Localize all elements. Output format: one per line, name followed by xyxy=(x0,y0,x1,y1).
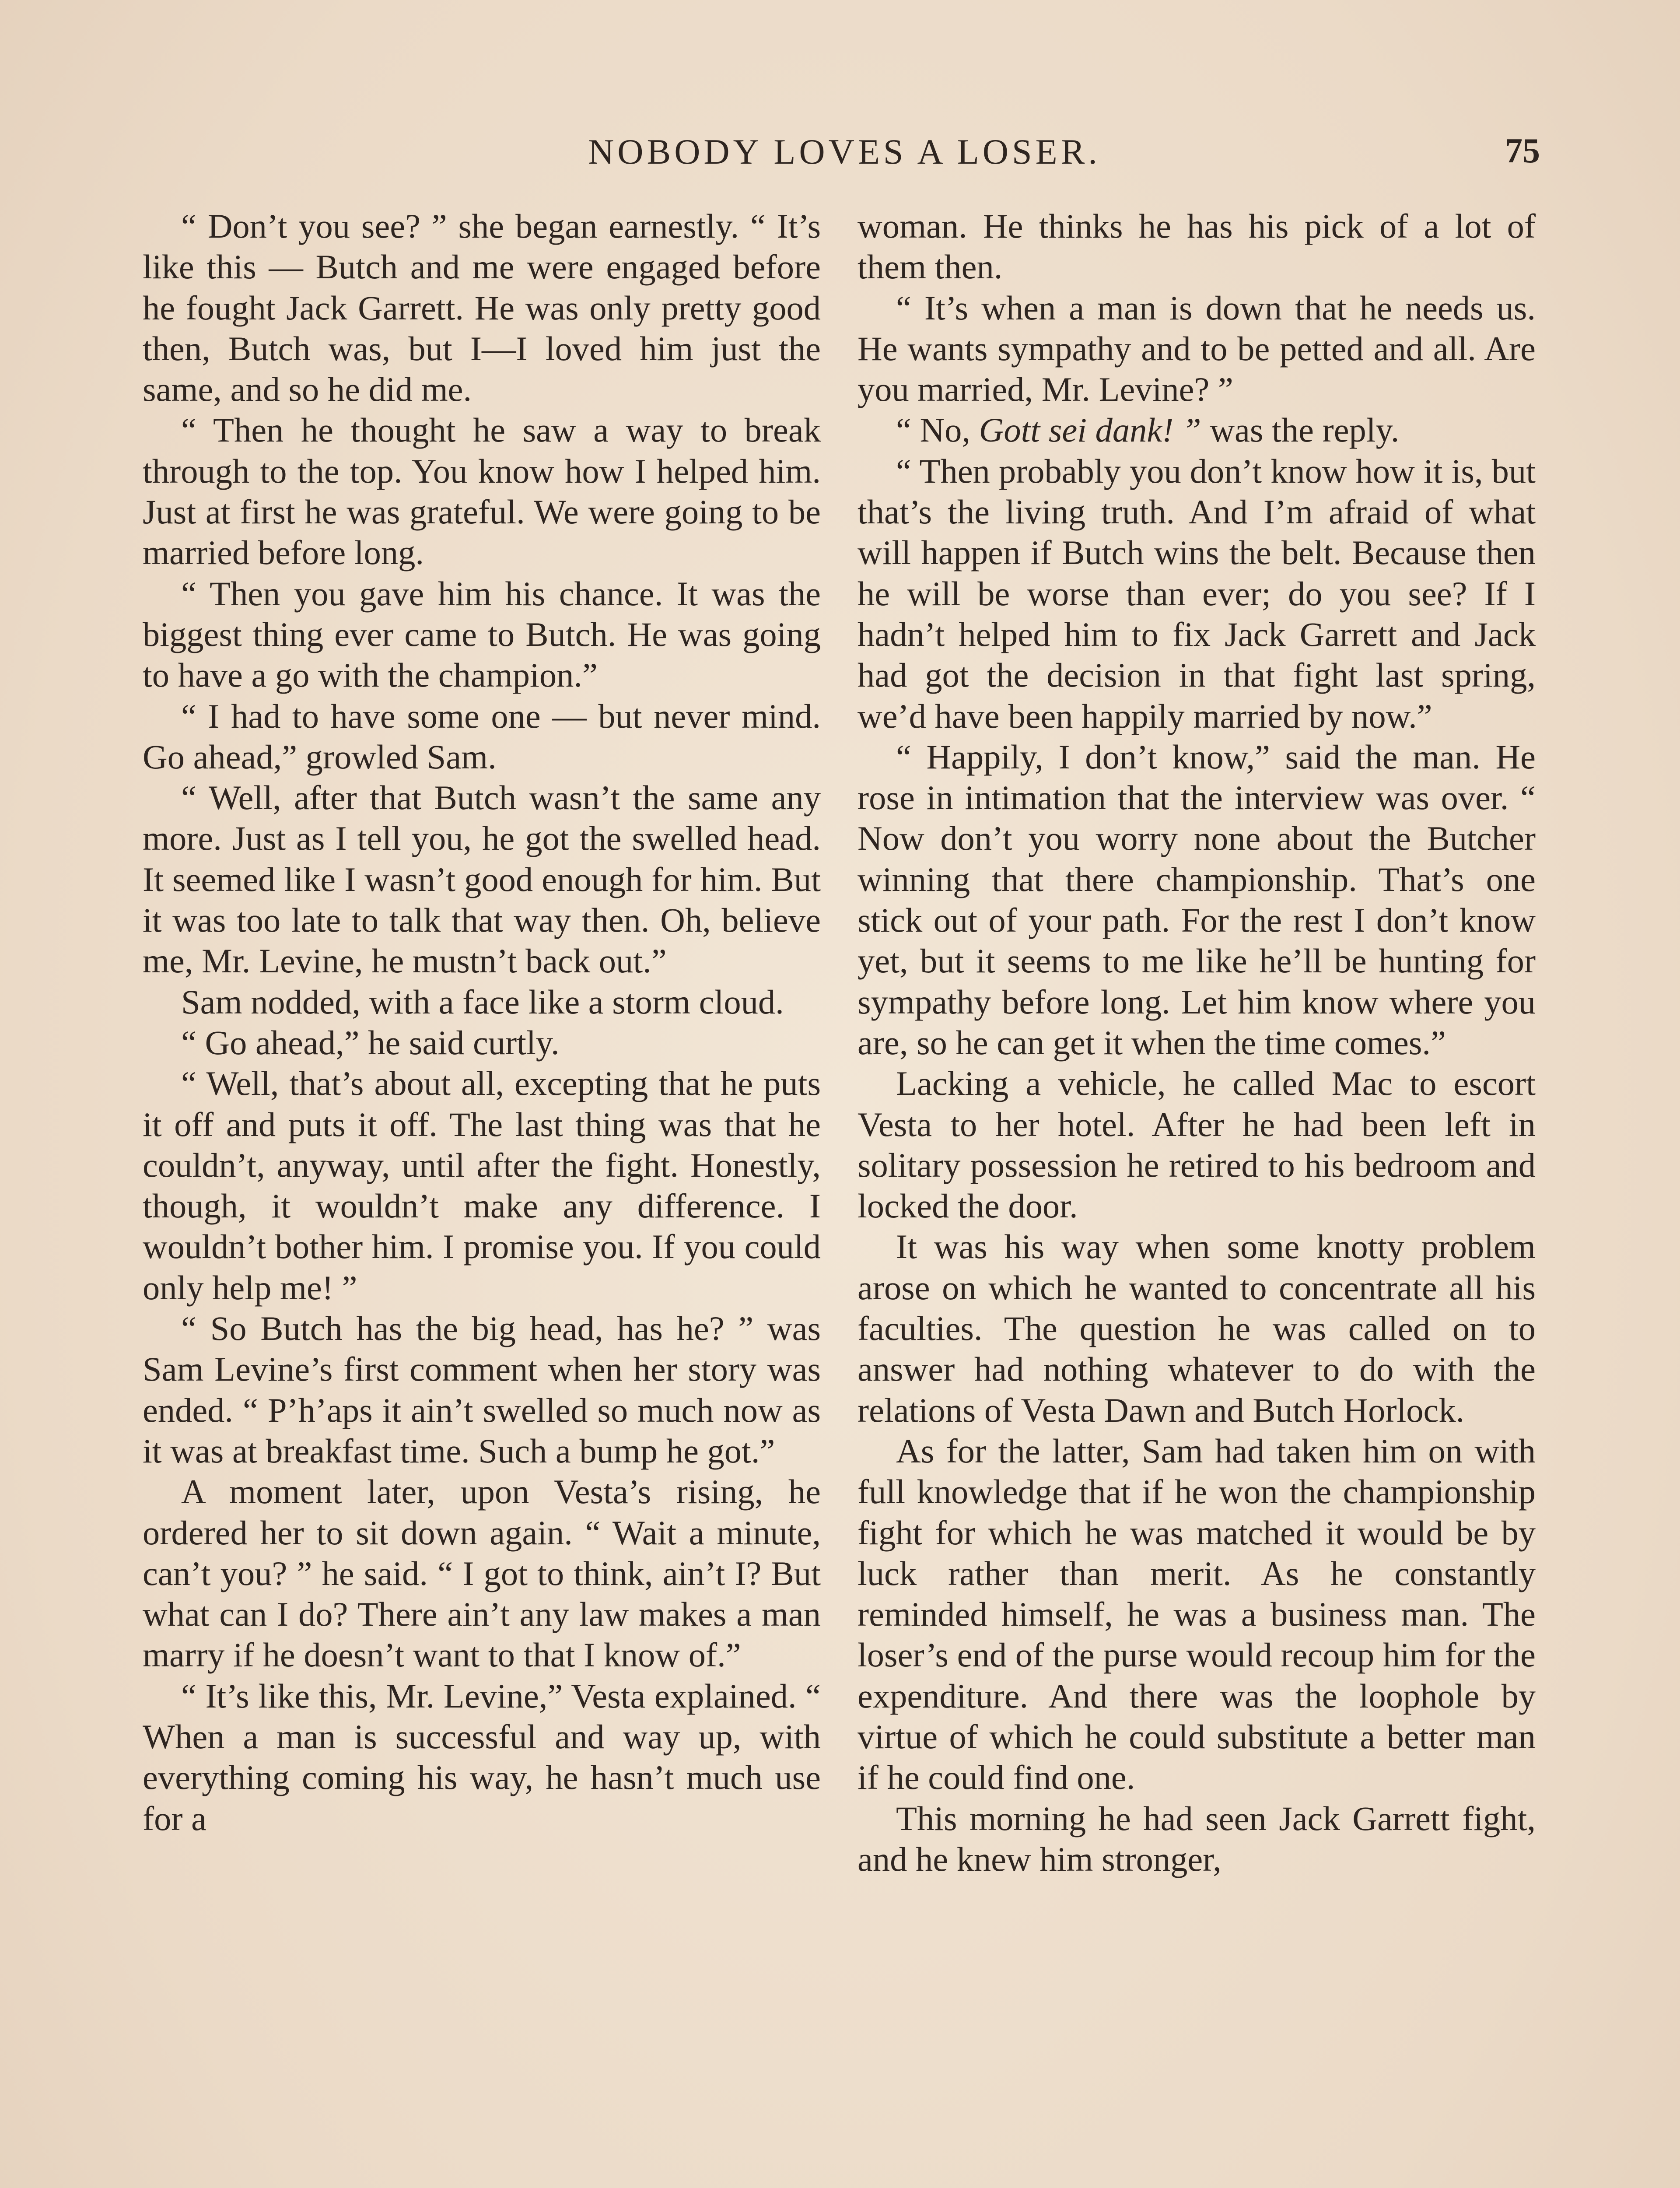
reply-italic: Gott sei dank! ” xyxy=(979,411,1201,449)
paragraph: It was his way when some knotty problem arose on which he wanted to concentrate all his faculties. The question he was called on to answer had nothing whatever to do with the relations of Vesta Dawn and Butch Horlock. xyxy=(858,1227,1536,1429)
paragraph: “ Then he thought he saw a way to break through to the top. You know how I helped him. Just at first he was grateful. We were going to be married before long. xyxy=(143,411,821,572)
paragraph: This morning he had seen Jack Garrett fight, and he knew him stronger, xyxy=(858,1799,1536,1878)
paragraph: “ Well, that’s about all, excepting that he puts it off and puts it off. The last thing was that he couldn’t, anyway, until after the fight. Honestly, though, it wouldn’t make any difference. I wouldn’t bother him. I promise you. If you could only help me! ” xyxy=(143,1064,821,1307)
right-column xyxy=(858,206,1536,1879)
paragraph: A moment later, upon Vesta’s rising, he ordered her to sit down again. “ Wait a minute, can’t you? ” he said. “ I got to think, ain’t I? But what can I do? There ain’t any law makes a man marry if he doesn’t want to that I know of.” xyxy=(143,1473,821,1674)
page-header xyxy=(149,131,1540,179)
reply-paragraph xyxy=(858,410,1536,450)
paragraph: “ Well, after that Butch wasn’t the same any more. Just as I tell you, he got the swelled head. It seemed like I wasn’t good enough for him. But it was too late to talk that way then. Oh, believe me, Mr. Levine, he mustn’t back out.” xyxy=(143,778,821,980)
reply-close: was the reply. xyxy=(1201,411,1400,449)
paragraph: “ I had to have some one — but never mind. Go ahead,” growled Sam. xyxy=(143,697,821,776)
paragraph: “ Then probably you don’t know how it is, but that’s the living truth. And I’m afraid of what will happen if Butch wins the belt. Because then he will be worse than ever; do you see? If I hadn’t helped him to fix Jack Garrett and Jack had got the decision in that fight last spring, we’d have been happily married by now.” xyxy=(858,452,1536,735)
paragraph: “ So Butch has the big head, has he? ” was Sam Levine’s first comment when her story was ended. “ P’h’aps it ain’t swelled so much now as it was at breakfast time. Such a bump he got.” xyxy=(143,1309,821,1470)
paragraph: “ It’s like this, Mr. Levine,” Vesta explained. “ When a man is successful and way up, with everything coming his way, he hasn’t much use for a xyxy=(143,1676,821,1837)
paragraph: “ It’s when a man is down that he needs us. He wants sympathy and to be petted and all. Are you married, Mr. Levine? ” xyxy=(858,288,1536,409)
paragraph: As for the latter, Sam had taken him on with full knowledge that if he won the championship fight for which he was matched it would be by luck rather than merit. As he constantly reminded himself, he was a business man. The loser’s end of the purse would recoup him for the expenditure. And there was the loophole by virtue of which he could substitute a better man if he could find one. xyxy=(858,1431,1536,1797)
paragraph: Lacking a vehicle, he called Mac to escort Vesta to her hotel. After he had been left in solitary possession he retired to his bedroom and locked the door. xyxy=(858,1064,1536,1225)
reply-open: “ No, xyxy=(896,411,979,449)
running-title: NOBODY LOVES A LOSER. xyxy=(588,132,1101,172)
paragraph: “ Don’t you see? ” she began earnestly. “ It’s like this — Butch and me were engaged before he fought Jack Garrett. He was only pretty good then, Butch was, but I—I loved him just the same, and so he did me. xyxy=(143,207,821,409)
page-number: 75 xyxy=(1505,132,1540,170)
paragraph: “ Happily, I don’t know,” said the man. He rose in intimation that the interview was over. “ Now don’t you worry none about the Butcher winning that there championship. That’s one stick out of your path. For the rest I don’t know yet, but it seems to me like he’ll be hunting for sympathy before long. Let him know where you are, so he can get it when the time comes.” xyxy=(858,737,1536,1062)
paragraph: “ Then you gave him his chance. It was the biggest thing ever came to Butch. He was going to have a go with the champion.” xyxy=(143,574,821,694)
left-column xyxy=(143,206,821,1839)
paragraph: Sam nodded, with a face like a storm cloud. xyxy=(181,982,784,1021)
continued-paragraph: woman. He thinks he has his pick of a lot of them then. xyxy=(858,207,1536,286)
paragraph: “ Go ahead,” he said curtly. xyxy=(181,1023,560,1062)
